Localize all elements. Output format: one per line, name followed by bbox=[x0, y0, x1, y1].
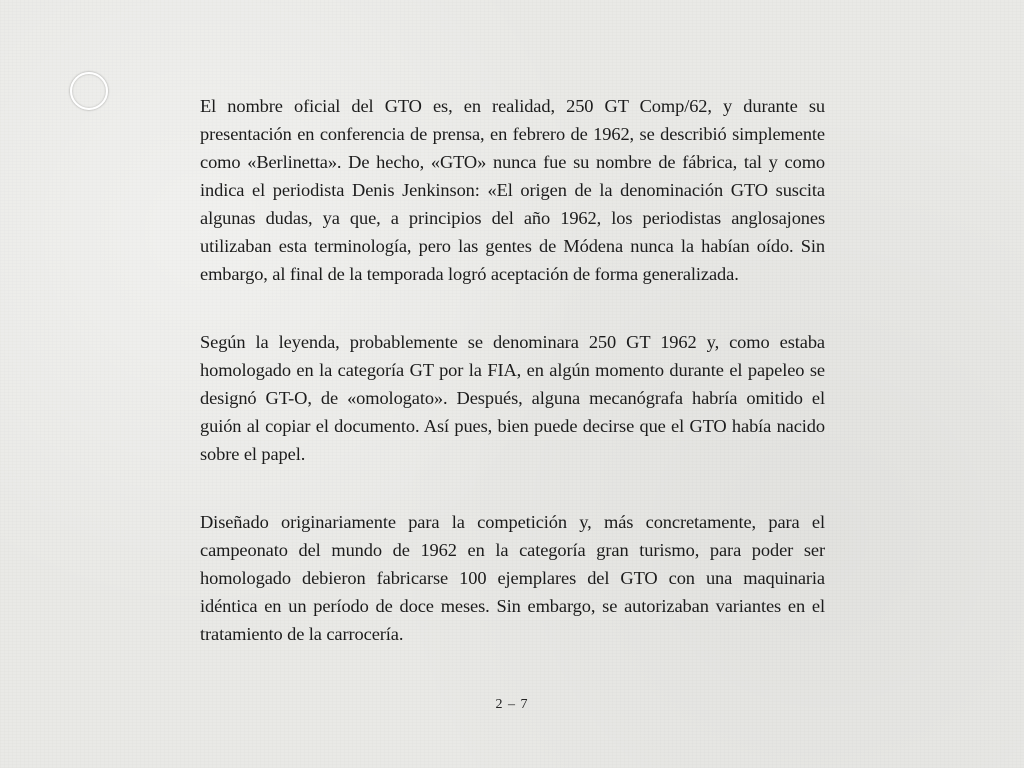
text-body bbox=[200, 92, 825, 688]
paragraph-3: Diseñado originariamente para la competición y, más concretamente, para el campeonato del mundo de 1962 en la categoría gran turismo, para poder ser homologado debieron fabricarse 100 ejemplares del GTO con una maquinaria idéntica en un período de doce meses. Sin embargo, se autorizaban variantes en el tratamiento de la carrocería. bbox=[200, 512, 825, 644]
paragraph-2: Según la leyenda, probablemente se denominara 250 GT 1962 y, como estaba homologado en la categoría GT por la FIA, en algún momento durante el papeleo se designó GT-O, de «omologato». Después, alguna mecanógrafa habría omitido el guión al copiar el documento. Así pues, bien puede decirse que el GTO había nacido sobre el papel. bbox=[200, 332, 825, 464]
page-number: 2 – 7 bbox=[495, 697, 529, 712]
circle-icon[interactable] bbox=[70, 72, 108, 110]
paragraph-1: El nombre oficial del GTO es, en realidad, 250 GT Comp/62, y durante su presentación en conferencia de prensa, en febrero de 1962, se describió simplemente como «Berlinetta». De hecho, «GTO» nunca fue su nombre de fábrica, tal y como indica el periodista Denis Jenkinson: «El origen de la denominación GTO suscita algunas dudas, ya que, a principios del año 1962, los periodistas anglosajones utilizaban esta terminología, pero las gentes de Módena nunca la habían oído. Sin embargo, al final de la temporada logró aceptación de forma generalizada. bbox=[200, 96, 825, 284]
